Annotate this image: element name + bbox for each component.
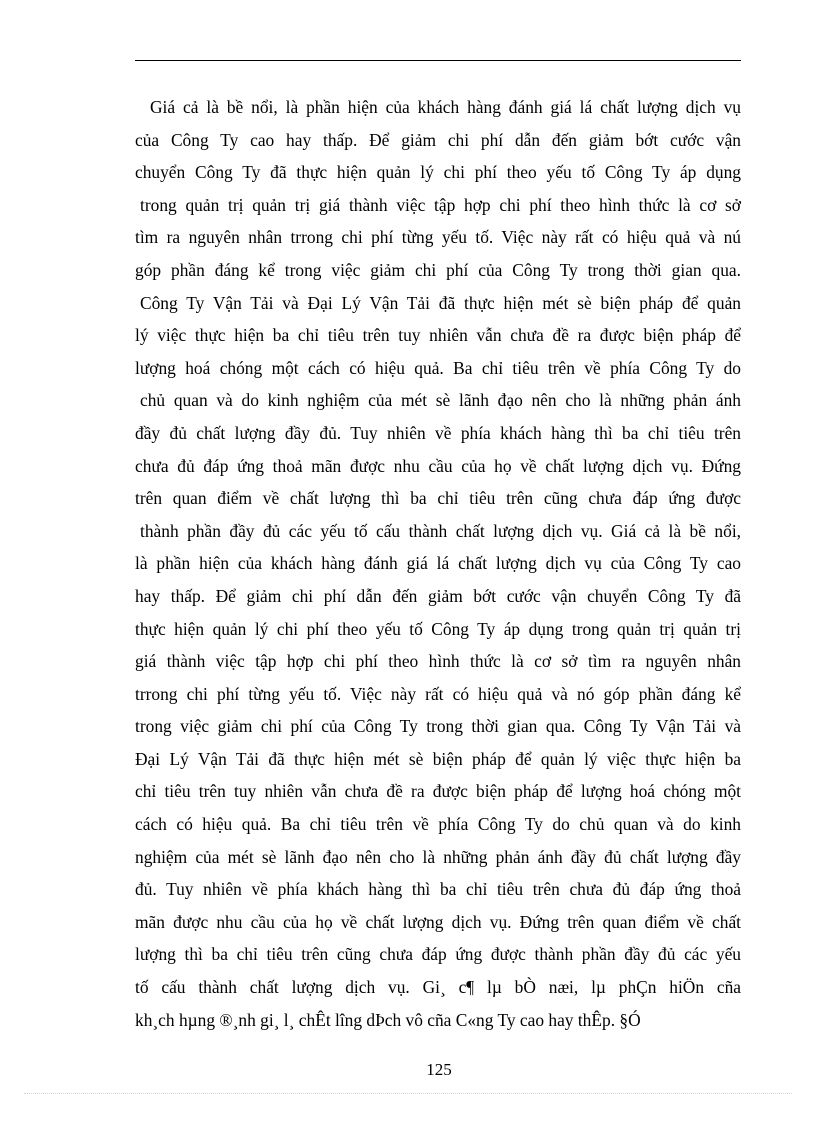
text-line: lý việc thực hiện ba chỉ tiêu trên tuy nhiên vẫn chưa đề ra được biện pháp để <box>135 325 741 346</box>
text-line: chưa đủ đáp ứng thoả mãn được nhu cầu của họ về chất lượng dịch vụ. Đứng <box>135 455 741 476</box>
text-line: thành phần đầy đủ các yếu tố cấu thành chất lượng dịch vụ. Giá cả là bề nổi, <box>140 520 741 541</box>
body-paragraph <box>135 91 741 1036</box>
text-line: của Công Ty cao hay thấp. Để giảm chi phí dẫn đến giảm bớt cước vận <box>135 129 741 150</box>
text-line: trên quan điểm về chất lượng thì ba chỉ tiêu trên cũng chưa đáp ứng được <box>135 488 741 509</box>
page-bottom-border <box>24 1093 792 1094</box>
text-line: tìm ra nguyên nhân trrong chi phí từng yếu tố. Việc này rất có hiệu quả và nú <box>135 227 741 248</box>
text-line: Giá cả là bề nổi, là phần hiện của khách hàng đánh giá lá chất lượng dịch vụ <box>150 97 741 117</box>
text-line: hay thấp. Để giảm chi phí dẫn đến giảm bớt cước vận chuyển Công Ty đã <box>135 585 741 606</box>
text-line: chỉ tiêu trên tuy nhiên vẫn chưa đề ra được biện pháp để lượng hoá chóng một <box>135 781 741 802</box>
text-line: nghiệm của mét sè lãnh đạo nên cho là những phản ánh đầy đủ chất lượng đầy <box>135 846 741 867</box>
text-line: trrong chi phí từng yếu tố. Việc này rất có hiệu quả và nó góp phần đáng kể <box>135 683 741 704</box>
text-line: trong việc giảm chi phí của Công Ty trong thời gian qua. Công Ty Vận Tải và <box>135 716 741 737</box>
text-line: góp phần đáng kể trong việc giảm chi phí của Công Ty trong thời gian qua. <box>135 259 741 280</box>
text-line: kh¸ch hµng ®¸nh gi¸ l¸ chÊt lîng dÞch vô cña C«ng Ty cao hay thÊp. §Ó <box>135 1009 641 1030</box>
text-line: đủ. Tuy nhiên về phía khách hàng thì ba chỉ tiêu trên chưa đủ đáp ứng thoả <box>135 879 741 900</box>
text-line: thực hiện quản lý chi phí theo yếu tố Công Ty áp dụng trong quản trị quản trị <box>135 618 741 639</box>
text-line: lượng hoá chóng một cách có hiệu quả. Ba chỉ tiêu trên về phía Công Ty do <box>135 357 741 378</box>
text-line: Đại Lý Vận Tải đã thực hiện mét sè biện pháp để quản lý việc thực hiện ba <box>135 748 741 769</box>
text-line: lượng thì ba chỉ tiêu trên cũng chưa đáp ứng được thành phần đầy đủ các yếu <box>135 944 741 965</box>
text-line: mãn được nhu cầu của họ về chất lượng dịch vụ. Đứng trên quan điểm về chất <box>135 911 741 932</box>
text-line: tố cấu thành chất lượng dịch vụ. Gi¸ c¶ lµ bÒ næi, lµ phÇn hiÖn cña <box>135 977 741 998</box>
text-line: cách có hiệu quả. Ba chỉ tiêu trên về phía Công Ty do chủ quan và do kinh <box>135 814 741 835</box>
text-line: Công Ty Vận Tải và Đại Lý Vận Tải đã thực hiện mét sè biện pháp để quản <box>140 292 741 313</box>
page-number: 125 <box>426 1060 452 1079</box>
text-line: chủ quan và do kinh nghiệm của mét sè lãnh đạo nên cho là những phản ánh <box>140 390 741 411</box>
text-line: đầy đủ chất lượng đầy đủ. Tuy nhiên về phía khách hàng thì ba chỉ tiêu trên <box>135 422 741 443</box>
text-line: trong quản trị quản trị giá thành việc tập hợp chi phí theo hình thức là cơ sở <box>140 194 741 215</box>
text-line: là phần hiện của khách hàng đánh giá lá chất lượng dịch vụ của Công Ty cao <box>135 553 741 574</box>
header-rule <box>135 60 741 61</box>
text-line: giá thành việc tập hợp chi phí theo hình thức là cơ sở tìm ra nguyên nhân <box>135 651 741 672</box>
text-line: chuyển Công Ty đã thực hiện quản lý chi phí theo yếu tố Công Ty áp dụng <box>135 162 741 183</box>
